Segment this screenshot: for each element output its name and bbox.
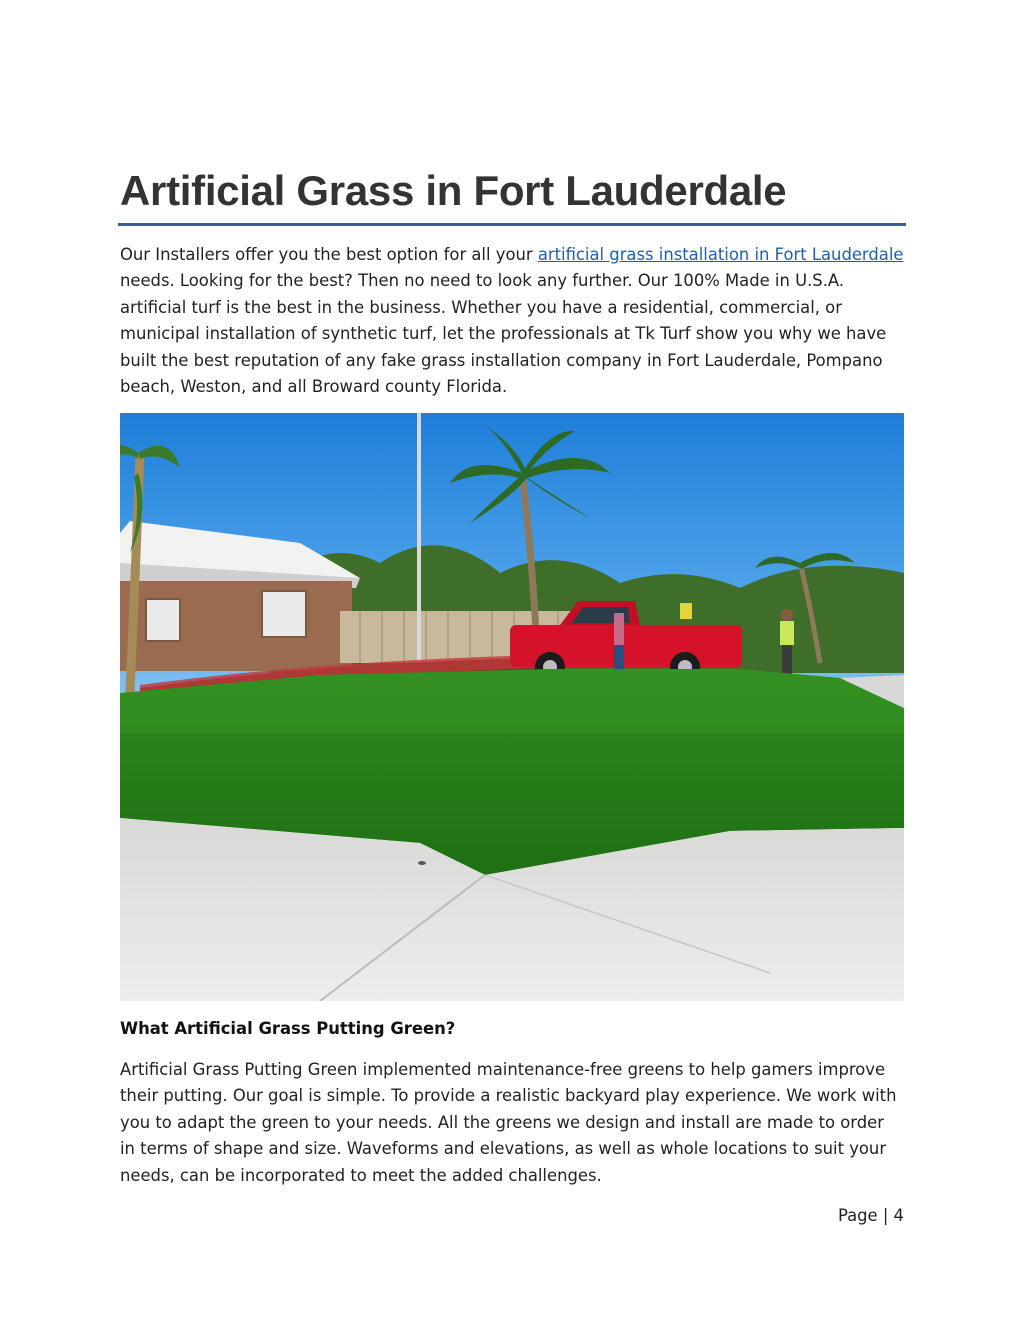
title-underline-rule: [118, 223, 906, 226]
intro-paragraph: [120, 242, 904, 400]
lawn-installation-photo: [120, 413, 904, 1001]
intro-text-after-link: needs. Looking for the best? Then no need to look any further. Our 100% Made in U.S.A. artificial turf is the best in the business. Whether you have a residential, commercial, or municipal installation of synthetic turf, let the professionals at Tk Turf show you why we have built the best reputation of any fake grass installation company in Fort Lauderdale, Pompano beach, Weston, and all Broward county Florida.: [120, 271, 887, 397]
page-number: Page | 4: [837, 1206, 904, 1225]
section-body-paragraph: Artificial Grass Putting Green implemented maintenance-free greens to help gamers improve their putting. Our goal is simple. To provide a realistic backyard play experience. We work with you to adapt the green to your needs. All the greens we design and install are made to order in terms of shape and size. Waveforms and elevations, as well as whole locations to suit your needs, can be incorporated to meet the added challenges.: [120, 1060, 897, 1185]
section-heading: What Artificial Grass Putting Green?: [120, 1019, 456, 1038]
page-title: Artificial Grass in Fort Lauderdale: [120, 167, 787, 214]
installation-link[interactable]: artificial grass installation in Fort Lauderdale: [537, 245, 904, 264]
intro-text-before-link: Our Installers offer you the best option for all your: [120, 245, 538, 264]
